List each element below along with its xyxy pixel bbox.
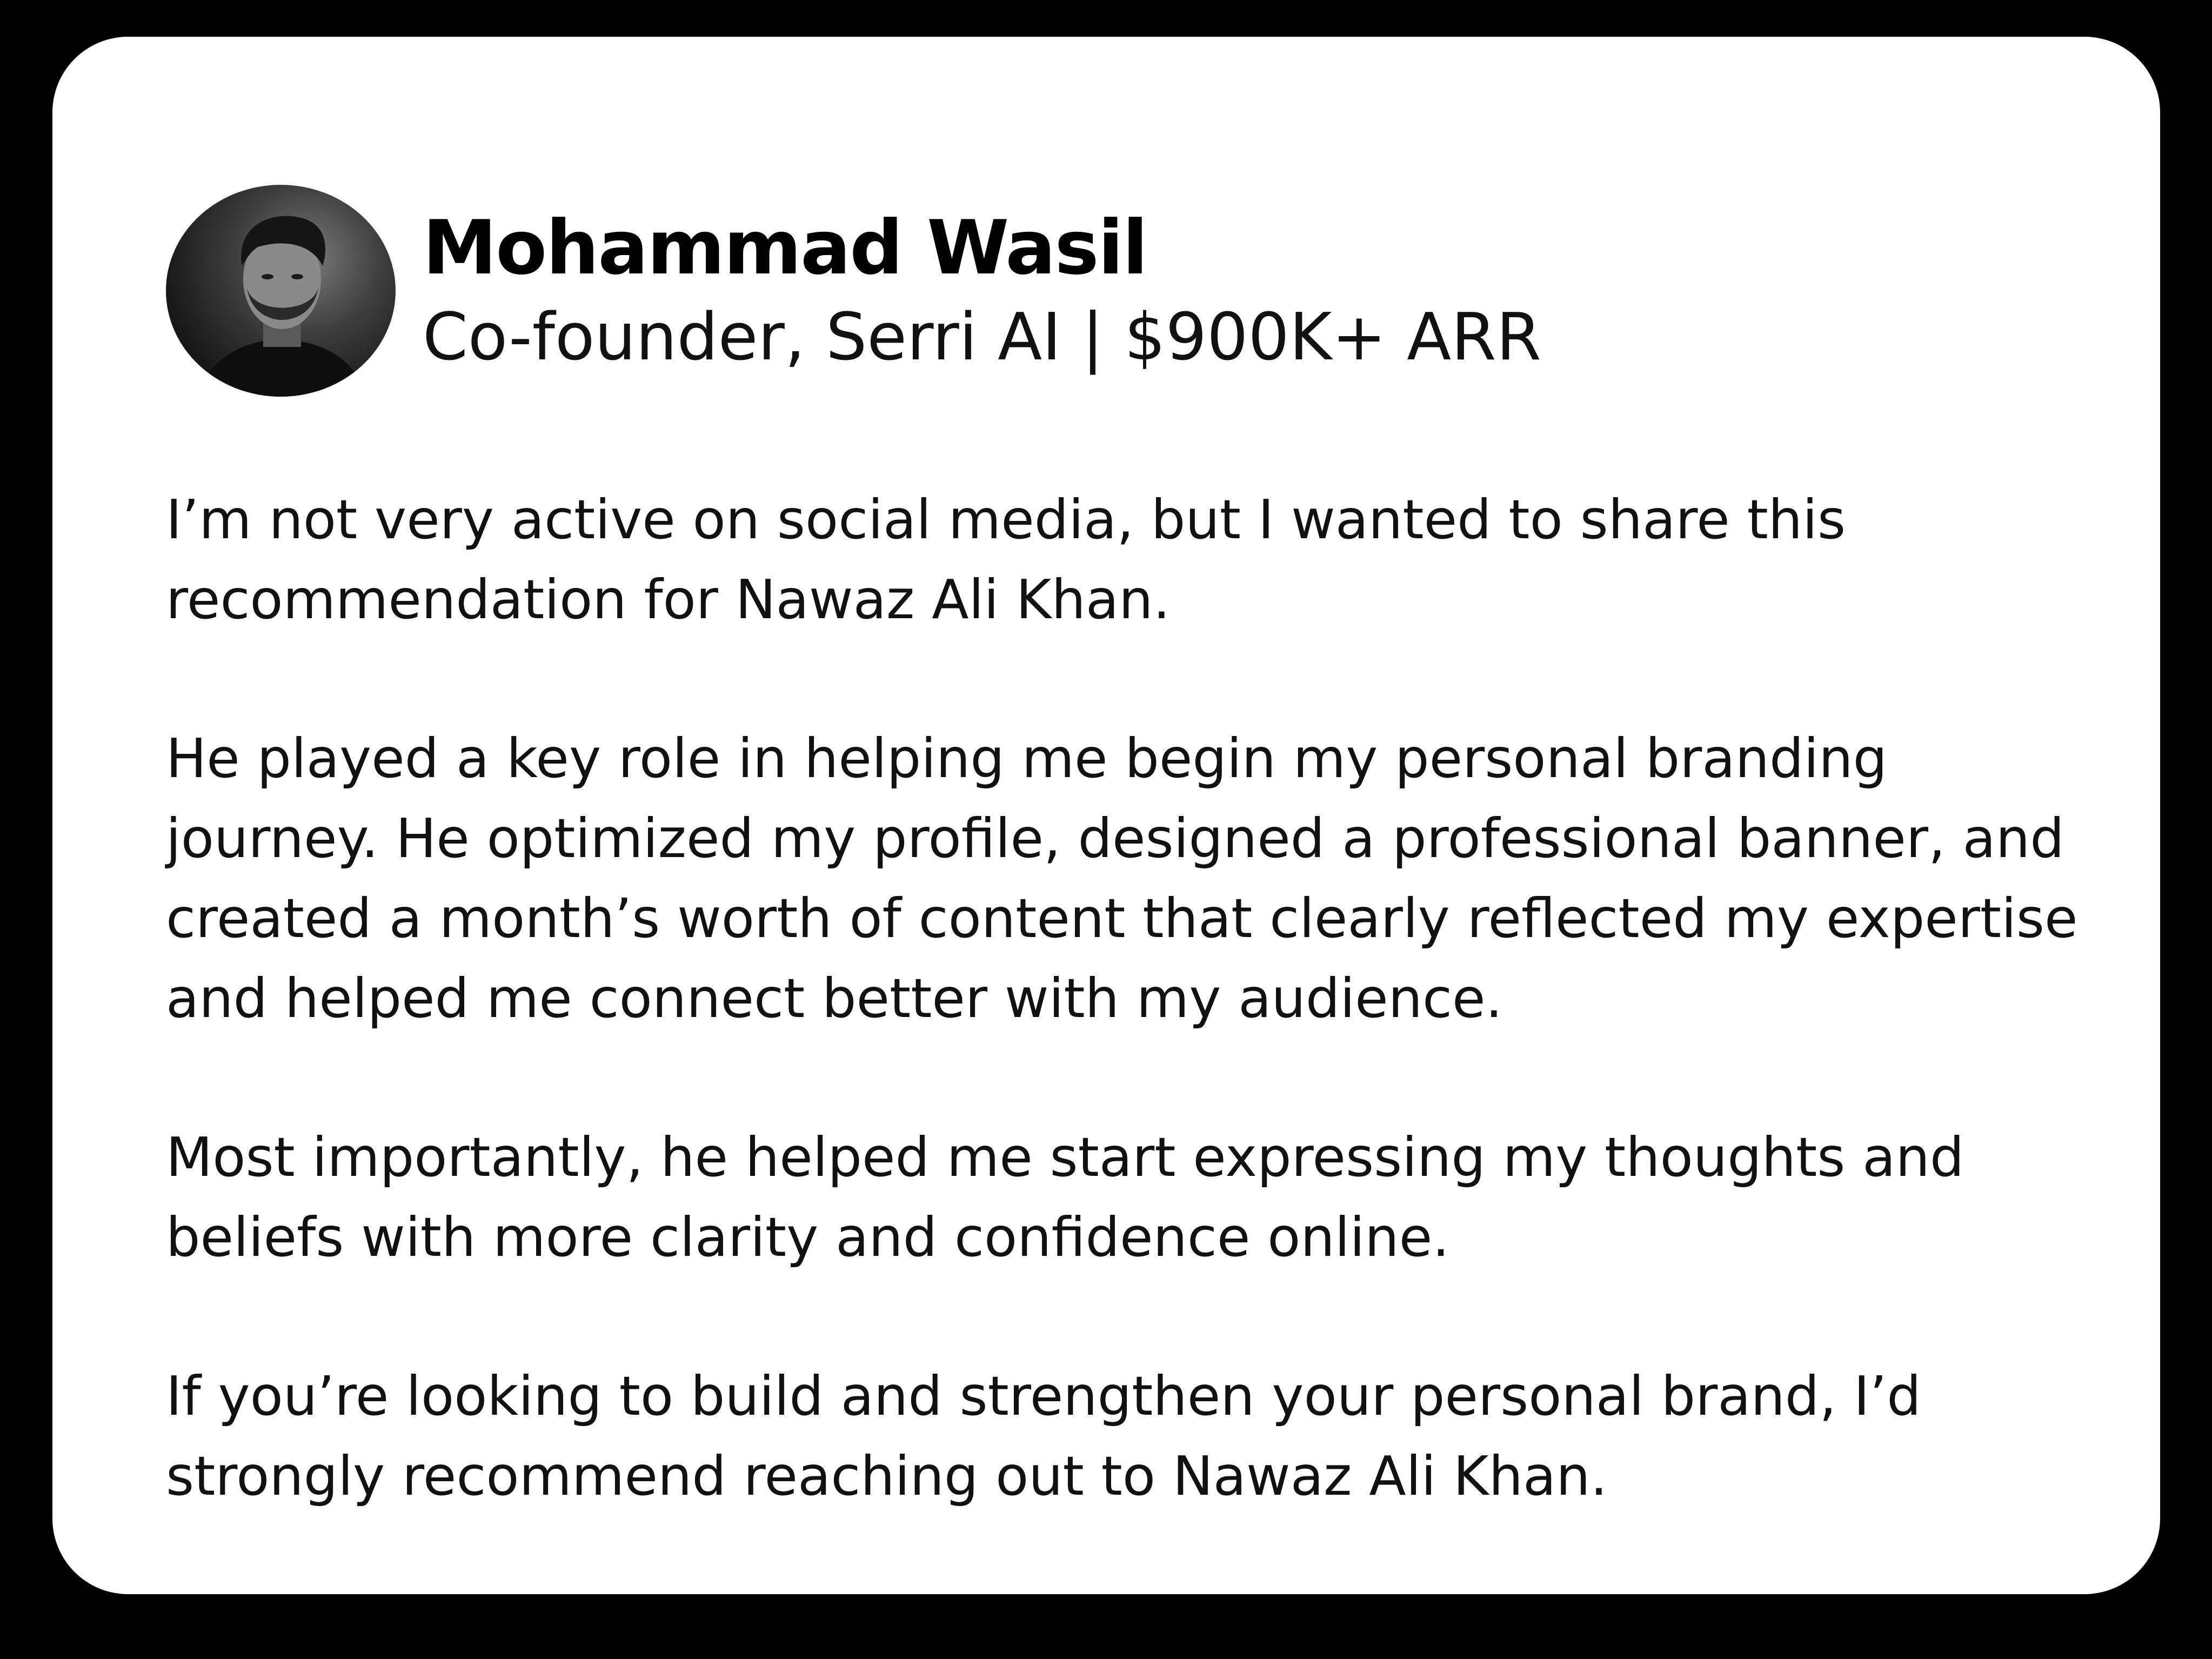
testimonial-body xyxy=(166,480,2111,1516)
testimonial-paragraph: He played a key role in helping me begin my personal branding journey. He optimized my profile, designed a professional banner, and created a month’s worth of content that clearly reflected my expertise and helped me connect better with my audience. xyxy=(166,727,2078,1030)
profile-header xyxy=(166,166,1541,415)
person-photo-icon xyxy=(166,185,396,397)
testimonial-paragraph: Most importantly, he helped me start expressing my thoughts and beliefs with more clarity and confidence online. xyxy=(166,1126,1964,1269)
avatar xyxy=(166,185,396,397)
testimonial-paragraph: If you’re looking to build and strengthen your personal brand, I’d strongly recommend reaching out to Nawaz Ali Khan. xyxy=(166,1364,1921,1508)
profile-name: Mohammad Wasil xyxy=(423,204,1147,292)
testimonial-card xyxy=(52,37,2160,1594)
testimonial-paragraph: I’m not very active on social media, but I wanted to share this recommendation for Nawaz Ali Khan. xyxy=(166,488,1846,631)
profile-identity xyxy=(423,203,1541,378)
profile-role: Co-founder, Serri AI | $900K+ ARR xyxy=(423,299,1541,375)
